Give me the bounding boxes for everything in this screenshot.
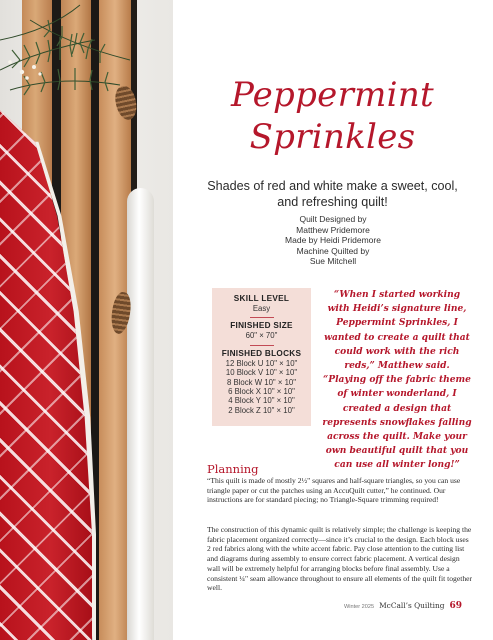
magazine-name: McCall’s Quilting <box>379 601 445 610</box>
credit-line: Machine Quilted by <box>296 245 370 256</box>
article-title <box>195 74 470 158</box>
title-line-2: Sprinkles <box>249 117 416 157</box>
skill-level-value: Easy <box>252 304 271 313</box>
pine-greenery <box>0 0 173 140</box>
white-pole <box>127 188 154 640</box>
finished-size-label: FINISHED SIZE <box>230 321 293 331</box>
credit-line: Made by Heidi Pridemore <box>285 235 381 246</box>
finished-size-value: 60" × 70" <box>245 331 278 341</box>
divider <box>250 345 274 346</box>
article-subtitle: Shades of red and white make a sweet, cool, and refreshing quilt! <box>207 179 458 209</box>
credit-line: Quilt Designed by <box>299 214 367 224</box>
block-item: 8 Block W 10" × 10" <box>226 377 297 387</box>
skill-level-label: SKILL LEVEL <box>233 294 290 303</box>
finished-blocks-list <box>212 359 311 415</box>
block-item: 12 Block U 10" × 10" <box>225 358 298 368</box>
page-number: 69 <box>449 601 462 611</box>
body-paragraph: The construction of this dynamic quilt is relatively simple; the challenge is keeping the fabric placement organized correctly—since it’s crucial to the design. Each block uses 2 red fabrics along with the white accent fabric. Pay close attention to the cutting list and diagrams during assembly to ensure correct fabric placement. A vertical design wall will be extremely helpful for arranging blocks before final assembly. Use a consistent ¼" seam allowance throughout to ensure all elements of the quilt fit together well. <box>207 525 473 593</box>
title-line-1: Peppermint <box>230 75 435 115</box>
pull-quote: “When I started working with Heidi’s signature line, Peppermint Sprinkles, I wanted to create a quilt that could work with the rich reds,” Matthew said. “Playing off the fabric theme of winter wonderland, I created a design that represents snowflakes falling across the quilt. Make your own beautiful quilt that you can use all winter long!” <box>322 289 472 471</box>
block-item: 10 Block V 10" × 10" <box>225 368 298 378</box>
divider <box>250 317 274 318</box>
quilt-photo <box>0 0 173 640</box>
credit-line: Sue Mitchell <box>309 256 357 267</box>
body-paragraph: “This quilt is made of mostly 2½" squares and half-square triangles, so you can use triangle paper or cut the patches using an AccuQuilt cutter,” he continued. Our instructions are for standard piecing; no Triangle-Square trimming required! <box>207 476 461 505</box>
section-heading-planning: Planning <box>207 462 259 476</box>
credits <box>230 214 436 267</box>
credit-line: Matthew Pridemore <box>296 224 370 235</box>
page-footer <box>344 601 462 613</box>
finished-blocks-label: FINISHED BLOCKS <box>221 348 302 358</box>
block-item: 4 Block Y 10" × 10" <box>228 396 295 406</box>
issue-date: Winter 2025 <box>343 604 375 610</box>
block-item: 6 Block X 10" × 10" <box>228 387 295 397</box>
block-item: 2 Block Z 10" × 10" <box>228 405 295 415</box>
quilt-info-box <box>212 288 311 426</box>
